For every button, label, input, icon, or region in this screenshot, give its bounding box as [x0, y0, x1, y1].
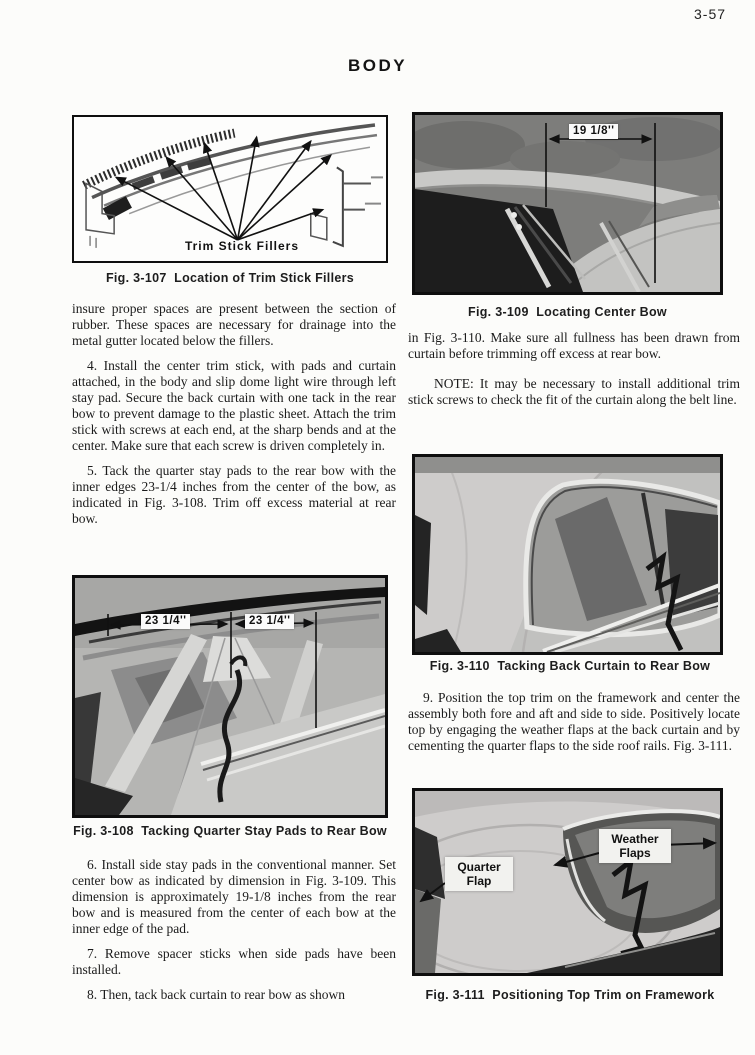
weather-flaps-label: Weather Flaps [599, 829, 671, 863]
right-text-block-mid [408, 690, 740, 763]
paragraph-step-7: 7. Remove spacer sticks when side pads have been installed. [72, 946, 396, 977]
trim-stick-fillers-label: Trim Stick Fillers [184, 239, 300, 253]
quarter-flap-label: Quarter Flap [445, 857, 513, 891]
paragraph-intro: insure proper spaces are present between the section of rubber. These spaces are necessary for drainage into the metal gutter located below the fillers. [72, 301, 396, 348]
paragraph-note: NOTE: It may be necessary to install additional trim stick screws to check the fit of the curtain along the belt line. [408, 376, 740, 407]
figure-3-110-caption: Fig. 3-110 Tacking Back Curtain to Rear Bow [429, 659, 711, 673]
figure-3-107-caption: Fig. 3-107 Location of Trim Stick Fillers [105, 271, 355, 285]
paragraph-cont: in Fig. 3-110. Make sure all fullness has been drawn from curtain before trimming off excess at rear bow. [408, 330, 740, 361]
figure-3-108 [72, 575, 388, 818]
figure-3-107 [72, 115, 388, 263]
paragraph-step-9: 9. Position the top trim on the framework and center the assembly both fore and aft and side to side. Positively locate top by engaging the weather flaps at the back curtain and by cementing the quarter flaps to the side roof rails. Fig. 3-111. [408, 690, 740, 753]
fig-108-photo [75, 578, 385, 815]
paragraph-step-6: 6. Install side stay pads in the conventional manner. Set center bow as indicated by dimension in Fig. 3-109. This dimension is approximately 19-1/8 inches from the rear bow and is measured from the center of each bow at the inner edge of the pad. [72, 857, 396, 936]
figure-3-110 [412, 454, 723, 655]
fig-108-dimension-right: 23 1/4'' [245, 614, 294, 629]
paragraph-step-8: 8. Then, tack back curtain to rear bow as shown [87, 987, 346, 1002]
figure-3-109-caption: Fig. 3-109 Locating Center Bow [468, 305, 667, 319]
left-text-block-top [72, 301, 396, 536]
figure-3-109 [412, 112, 723, 295]
fig-108-dimension-left: 23 1/4'' [141, 614, 190, 629]
left-text-block-bottom [72, 857, 396, 1012]
fig-110-photo [415, 457, 720, 652]
figure-3-111 [412, 788, 723, 976]
paragraph-step-4: 4. Install the center trim stick, with pads and curtain attached, in the body and slip dome light wire through left stay pad. Secure the back curtain with one tack in the rear bow to prevent damage to the plastic sheet. Attach the trim stick with screws at each end, at the sharp bends and at the center. Make sure that each screw is driven completely in. [72, 358, 396, 453]
fig-109-dimension: 19 1/8'' [569, 124, 618, 139]
figure-3-108-caption: Fig. 3-108 Tacking Quarter Stay Pads to Rear Bow [73, 824, 387, 838]
page-title: BODY [347, 56, 408, 75]
paragraph-step-5: 5. Tack the quarter stay pads to the rear bow with the inner edges 23-1/4 inches from the center of the bow, as indicated in Fig. 3-108. Trim off excess material at rear bow. [72, 463, 396, 526]
fig-109-photo [415, 115, 720, 292]
right-text-block-top [408, 330, 740, 417]
page-number: 3-57 [694, 6, 727, 22]
figure-3-111-caption: Fig. 3-111 Positioning Top Trim on Framework [425, 988, 715, 1002]
